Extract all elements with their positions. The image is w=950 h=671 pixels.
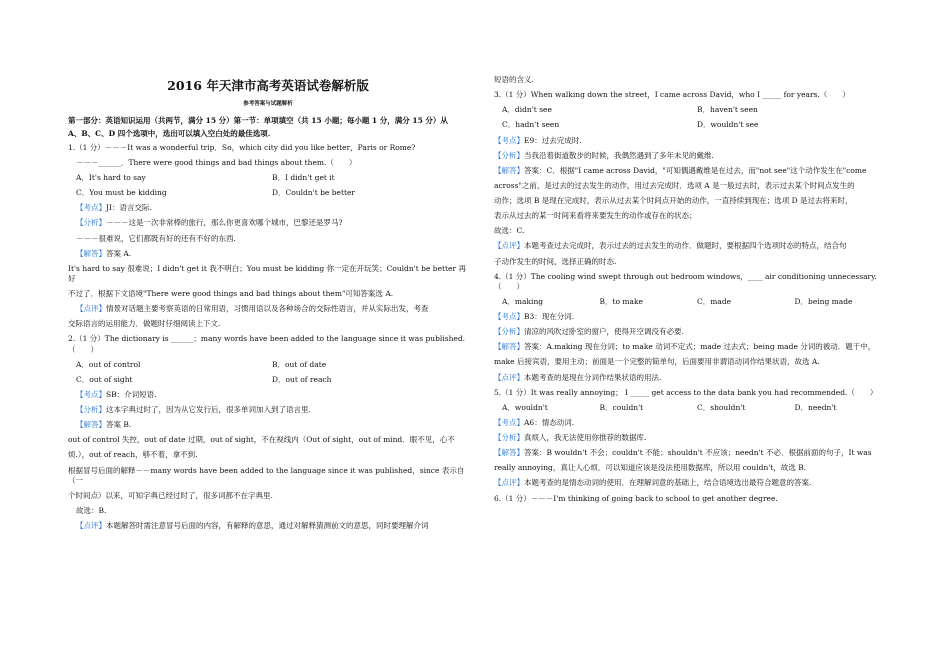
question-2 [68, 334, 468, 531]
q5-option-a: A．wouldn't [502, 402, 548, 412]
q5-kaodian-tag: 【考点】 [494, 417, 524, 427]
q5-jieda-tag: 【解答】 [494, 448, 524, 458]
q4-kaodian-text: B3：现在分词. [524, 312, 575, 321]
continued-text: 短语的含义. [494, 75, 534, 84]
q3-fenxi [494, 151, 892, 161]
q5-kaodian [494, 418, 892, 428]
q3-fenxi-text: 当我沿着街道散步的时候，我偶然遇到了多年未见的戴维. [524, 150, 714, 160]
q3-options [494, 105, 892, 130]
question-1 [68, 143, 468, 330]
q2-dianping [68, 521, 468, 531]
q1-explanation-1: It's hard to say 很难说；I didn't get it 我不明白；You must be kidding 你一定在开玩笑；Couldn't be better 再好 [68, 263, 466, 283]
q5-jieda [494, 448, 892, 458]
q1-fenxi-tag: 【分析】 [76, 218, 106, 228]
q3-jieda-text-2: across"之前，是过去的过去发生的动作，用过去完成时．选项 A 是一般过去时，表示过去某个时间点发生的 [494, 180, 855, 190]
q2-kaodian [68, 390, 468, 400]
q1-dianping [68, 304, 468, 314]
q3-option-c: C．hadn't seen [502, 120, 560, 130]
q5-options [494, 403, 892, 413]
q3-stem: 3.（1 分）When walking down the street，I came across David，who I _____ for years.（ ） [494, 90, 850, 100]
q4-jieda [494, 342, 892, 352]
q5-stem: 5.（1 分）It was really annoying； I _____ get access to the data bank you had recommended.（ ） [494, 387, 878, 397]
q1-option-d: D．Couldn't be better [272, 188, 356, 198]
left-column [68, 0, 468, 536]
section-heading-line-2: A、B、C、D 四个选项中，选出可以填入空白处的最佳选项. [68, 129, 271, 139]
q3-answer: 故选：C. [494, 226, 525, 236]
q2-jieda-text: 答案 B. [106, 420, 132, 430]
q3-dianping-text-1: 本题考查过去完成时，表示过去的过去发生的动作．做题时，要根据四个选项时态的特点，结合句 [524, 241, 847, 251]
page-title: 2016 年天津市高考英语试卷解析版 [167, 78, 369, 93]
q2-answer: 故选：B. [76, 505, 107, 515]
q1-fenxi [68, 218, 468, 228]
q5-dianping-text: 本题考查的是情态动词的使用．在理解词意的基础上，结合语境选出最符合题意的答案. [524, 478, 812, 488]
q4-jieda-text-1: 答案：A.making 现在分词；to make 动词不定式；made 过去式；being made 分词的被动．题干中， [524, 342, 876, 352]
q1-option-b: B．I didn't get it [272, 173, 335, 183]
q5-option-d: D．needn't [794, 402, 837, 412]
q4-fenxi-text: 清凉的风吹过卧室的窗户，使得开空调没有必要. [524, 327, 684, 337]
q4-fenxi-tag: 【分析】 [494, 327, 524, 337]
q2-option-c: C．out of sight [76, 374, 133, 384]
q4-fenxi [494, 327, 892, 337]
q4-option-d: D．being made [794, 296, 853, 306]
q2-fenxi-text: 这本字典过时了，因为从它发行后，很多单词加入到了语言里. [106, 405, 311, 415]
right-column [494, 0, 892, 509]
q1-dianping-tag: 【点评】 [76, 304, 106, 314]
q1-options [68, 173, 468, 198]
q2-stem: 2.（1 分）The dictionary is ______；many words have been added to the language since it was published.（ ） [68, 334, 466, 354]
q3-option-d: D．wouldn't see [697, 120, 759, 130]
q1-dianping-text-2: 交际语言的运用能力．做题时仔细阅读上下文. [68, 319, 221, 329]
q1-stem-2: －－－______．There were good things and bad things about them.（ ） [76, 157, 357, 167]
question-6 [494, 494, 892, 504]
q5-dianping [494, 478, 892, 488]
q3-kaodian [494, 136, 892, 146]
q1-fenxi-text-1: －－－这是一次非常棒的旅行，那么你更喜欢哪个城市，巴黎还是罗马? [106, 218, 343, 228]
q3-kaodian-text: E9：过去完成时. [524, 135, 582, 145]
q2-kaodian-tag: 【考点】 [76, 389, 106, 399]
q3-option-a: A．didn't see [502, 105, 552, 115]
q3-option-b: B．haven't seen [697, 105, 758, 115]
q1-kaodian-text: JI：语言交际. [106, 203, 152, 213]
q5-option-c: C．shouldn't [697, 402, 746, 412]
section-heading [68, 115, 468, 141]
q5-jieda-text-1: 答案：B wouldn't 不会；couldn't 不能；shouldn't 不应该；needn't 不必．根据前面的句子，It was [524, 448, 872, 458]
q5-kaodian-text: A6：情态动词. [524, 417, 575, 427]
q4-options [494, 297, 892, 307]
q5-jieda-text-2: really annoying，真让人心烦．可以知道应该是没法使用数据库，所以用 couldn't，故选 B. [494, 463, 807, 473]
q5-dianping-tag: 【点评】 [494, 478, 524, 488]
q2-option-d: D．out of reach [272, 374, 332, 384]
q6-stem: 6.（1 分）－－－I'm thinking of going back to school to get another degree. [494, 493, 778, 503]
q1-jieda-tag: 【解答】 [76, 248, 106, 258]
q4-dianping-text: 本题考查的是现在分词作结果状语的用法. [524, 372, 662, 382]
q2-explanation-4: 个时间点）以来，可知字典已经过时了，很多词都不在字典里. [68, 490, 273, 500]
q4-stem: 4.（1 分）The cooling wind swept through out bedroom windows，____ air conditioning unnecessary.（ ） [494, 271, 877, 291]
q4-dianping [494, 373, 892, 383]
q1-kaodian-tag: 【考点】 [76, 203, 106, 213]
q4-jieda-tag: 【解答】 [494, 342, 524, 352]
q1-fenxi-text-2: －－－很难说，它们都既有好的还有不好的东西. [76, 233, 236, 243]
page-subtitle: 参考答案与试题解析 [243, 100, 293, 107]
q2-dianping-text: 本题解答时需注意冒号后面的内容，有解释的意思，通过对解释猜测前文的意思，同时要理解介词 [106, 521, 429, 531]
q1-jieda-text: 答案 A. [106, 248, 132, 258]
q2-explanation-2: 烦.），out of reach，够不着，拿不到. [68, 450, 198, 460]
q1-explanation-2: 不过了．根据下文语境"There were good things and bad things about them"可知答案选 A. [68, 289, 394, 299]
question-5 [494, 388, 892, 489]
q3-dianping [494, 241, 892, 251]
section-heading-line-1: 第一部分：英语知识运用（共两节，满分 15 分）第一节：单项填空（共 15 小题；每小题 1 分，满分 15 分）从 [68, 116, 448, 126]
q4-option-b: B．to make [599, 296, 643, 306]
q3-kaodian-tag: 【考点】 [494, 135, 524, 145]
q5-option-b: B．couldn't [599, 402, 644, 412]
question-3 [494, 90, 892, 267]
q1-stem-1: 1.（1 分）－－－It was a wonderful trip．So，which city did you like better，Paris or Rome? [68, 142, 416, 152]
q3-fenxi-tag: 【分析】 [494, 150, 524, 160]
q3-dianping-text-2: 子动作发生的时间，选择正确的时态. [494, 256, 617, 266]
q4-option-a: A．making [502, 296, 544, 306]
q4-kaodian-tag: 【考点】 [494, 312, 524, 321]
q4-jieda-text-2: make 后接宾语，要用主动；前面是一个完整的简单句，后面要用非谓语动词作结果状语，故选 A. [494, 357, 820, 367]
q5-fenxi-text: 真烦人，我无法使用你推荐的数据库. [524, 433, 647, 442]
question-4 [494, 272, 892, 383]
q2-option-a: A．out of control [76, 359, 141, 369]
q2-dianping-tag: 【点评】 [76, 521, 106, 531]
q1-option-a: A．It's hard to say [76, 173, 146, 183]
q2-option-b: B．out of date [272, 359, 327, 369]
q2-explanation-3: 根据冒号后面的解释－－many words have been added to the language since it was published，since 表示自（一 [68, 465, 465, 485]
q1-option-c: C．You must be kidding [76, 188, 167, 198]
q2-options [68, 360, 468, 385]
q1-dianping-text-1: 情景对话题主要考察英语的日常用语，习惯用语以及各种场合的交际性语言，并从实际出发，考查 [106, 304, 429, 314]
q5-fenxi-tag: 【分析】 [494, 433, 524, 442]
q3-jieda-text-1: 答案：C．根据"I came across David，"可知偶遇戴维是在过去，而"not see"这个动作发生在"come [524, 165, 867, 175]
q3-jieda-text-3: 动作；选项 B 是现在完成时，表示从过去某个时间点开始的动作，一直持续到现在；选项 D 是过去将来时， [494, 196, 853, 205]
q3-jieda-tag: 【解答】 [494, 165, 524, 175]
q2-fenxi [68, 405, 468, 415]
q2-explanation-1: out of control 失控，out of date 过期，out of sight，不在视线内（Out of sight，out of mind．眼不见，心不 [68, 435, 455, 445]
q4-dianping-tag: 【点评】 [494, 372, 524, 382]
q2-jieda-tag: 【解答】 [76, 420, 106, 430]
q4-option-c: C．made [697, 296, 732, 306]
q5-fenxi [494, 433, 892, 443]
q1-jieda [68, 249, 468, 259]
q2-jieda [68, 420, 468, 430]
q3-dianping-tag: 【点评】 [494, 241, 524, 251]
q2-fenxi-tag: 【分析】 [76, 405, 106, 415]
q3-jieda [494, 166, 892, 176]
q1-kaodian [68, 203, 468, 213]
q4-kaodian [494, 312, 892, 322]
q3-jieda-text-4: 表示从过去的某一时间来看将来要发生的动作或存在的状态； [494, 211, 697, 221]
q2-kaodian-text: SB：介词短语. [106, 389, 157, 399]
